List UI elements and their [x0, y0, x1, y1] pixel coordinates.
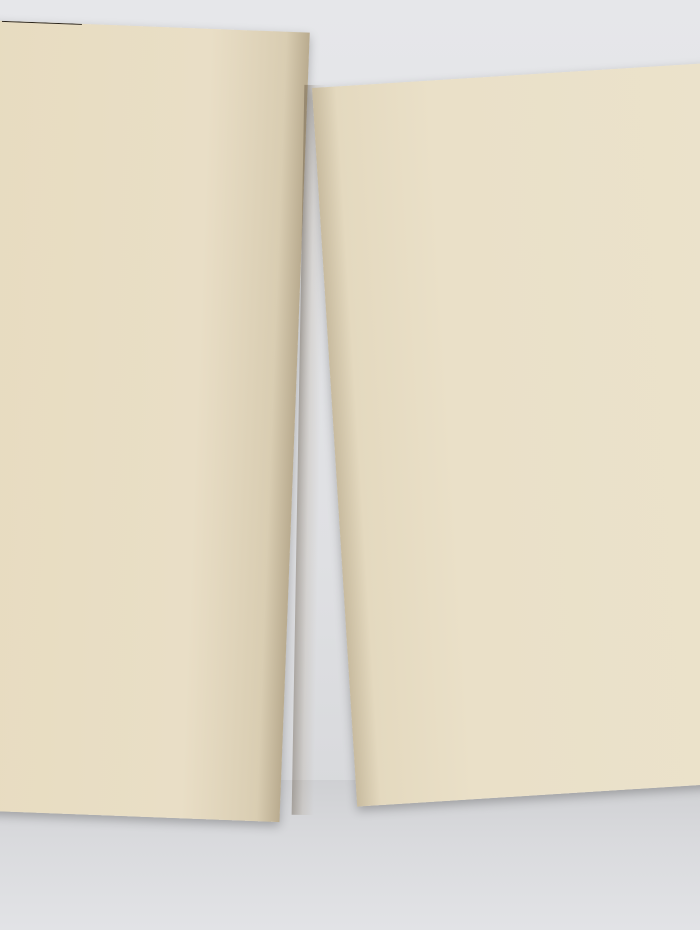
right-page — [312, 63, 700, 807]
left-page-text — [0, 63, 300, 75]
right-page-text — [331, 87, 700, 110]
left-page — [0, 20, 310, 822]
footnote-rule — [2, 21, 82, 25]
